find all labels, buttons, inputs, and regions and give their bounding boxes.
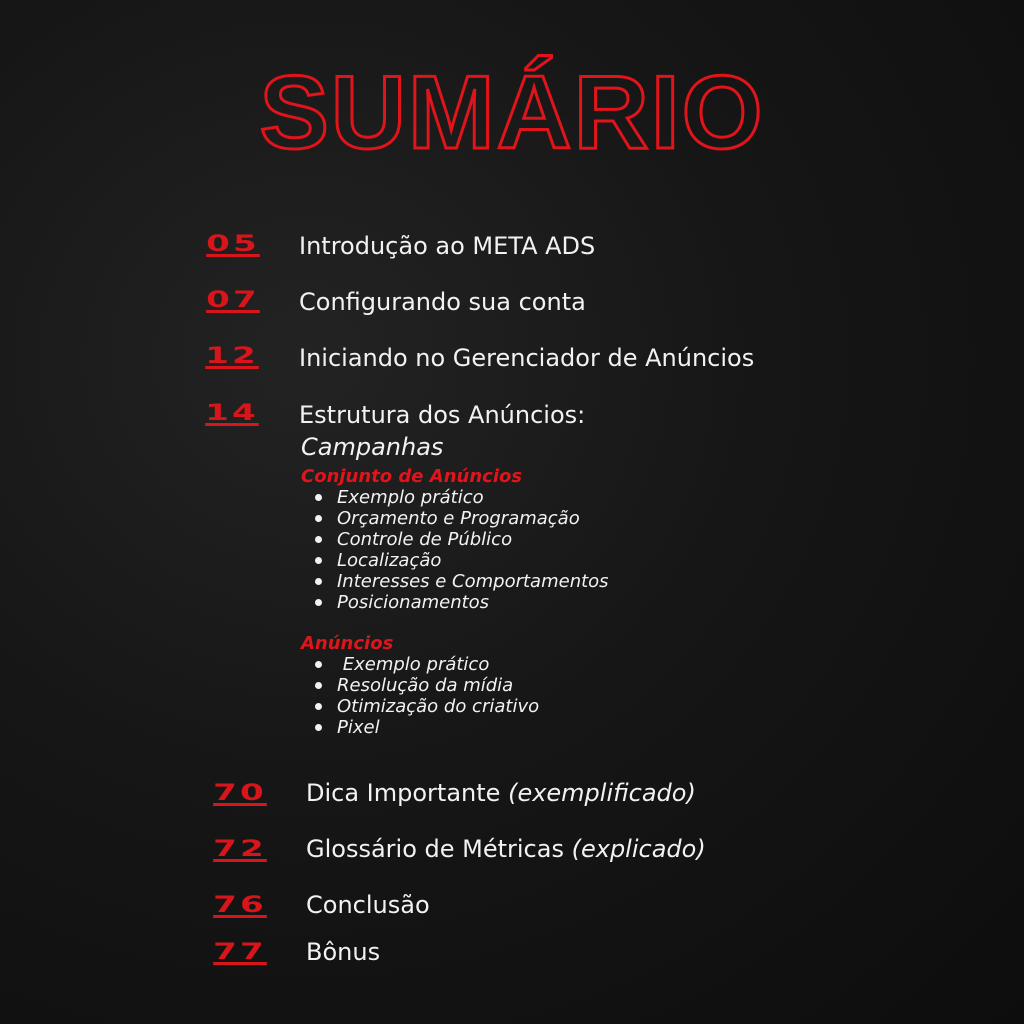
page-number: 07 — [206, 288, 260, 313]
bullet-icon — [315, 599, 322, 606]
list-item: Exemplo prático — [313, 487, 609, 508]
bullet-icon — [315, 494, 322, 501]
list-item: Pixel — [313, 717, 539, 738]
toc-entry-title: Introdução ao META ADS — [299, 232, 596, 260]
toc-entry-title: Dica Importante (exemplificado) — [306, 779, 696, 807]
subsection-conjunto-heading: Conjunto de Anúncios — [301, 466, 523, 487]
bullet-icon — [315, 703, 322, 710]
toc-entry-title: Configurando sua conta — [299, 288, 586, 316]
bullet-icon — [315, 578, 322, 585]
bullet-icon — [315, 536, 322, 543]
bullet-icon — [315, 557, 322, 564]
bullet-icon — [315, 724, 322, 731]
list-item: Controle de Público — [313, 529, 609, 550]
anuncios-list — [313, 654, 539, 738]
toc-entry-title: Estrutura dos Anúncios: — [299, 401, 586, 429]
toc-entry-title: Bônus — [306, 938, 381, 966]
bullet-icon — [315, 682, 322, 689]
page-title: SUMÁRIO — [259, 55, 765, 171]
toc-entry-note: (explicado) — [571, 835, 706, 863]
toc-entry-note: (exemplificado) — [508, 779, 696, 807]
page-number: 76 — [213, 893, 267, 918]
list-item: Otimização do criativo — [313, 696, 539, 717]
list-item: Resolução da mídia — [313, 675, 539, 696]
page-number: 05 — [206, 232, 260, 257]
page-number: 14 — [205, 401, 259, 426]
subsection-campanhas: Campanhas — [301, 433, 444, 461]
page-number: 77 — [213, 940, 267, 965]
toc-entry-title: Glossário de Métricas (explicado) — [306, 835, 706, 863]
toc-entry-title: Conclusão — [306, 891, 430, 919]
page-number: 12 — [205, 344, 259, 369]
bullet-icon — [315, 661, 322, 668]
bullet-icon — [315, 515, 322, 522]
subsection-anuncios-heading: Anúncios — [301, 633, 394, 654]
page-number: 70 — [213, 781, 267, 806]
page-number: 72 — [213, 837, 267, 862]
list-item: Posicionamentos — [313, 592, 609, 613]
list-item: Localização — [313, 550, 609, 571]
list-item: Interesses e Comportamentos — [313, 571, 609, 592]
list-item: Exemplo prático — [313, 654, 539, 675]
list-item: Orçamento e Programação — [313, 508, 609, 529]
conjunto-list — [313, 487, 609, 613]
toc-entry-title: Iniciando no Gerenciador de Anúncios — [299, 344, 755, 372]
